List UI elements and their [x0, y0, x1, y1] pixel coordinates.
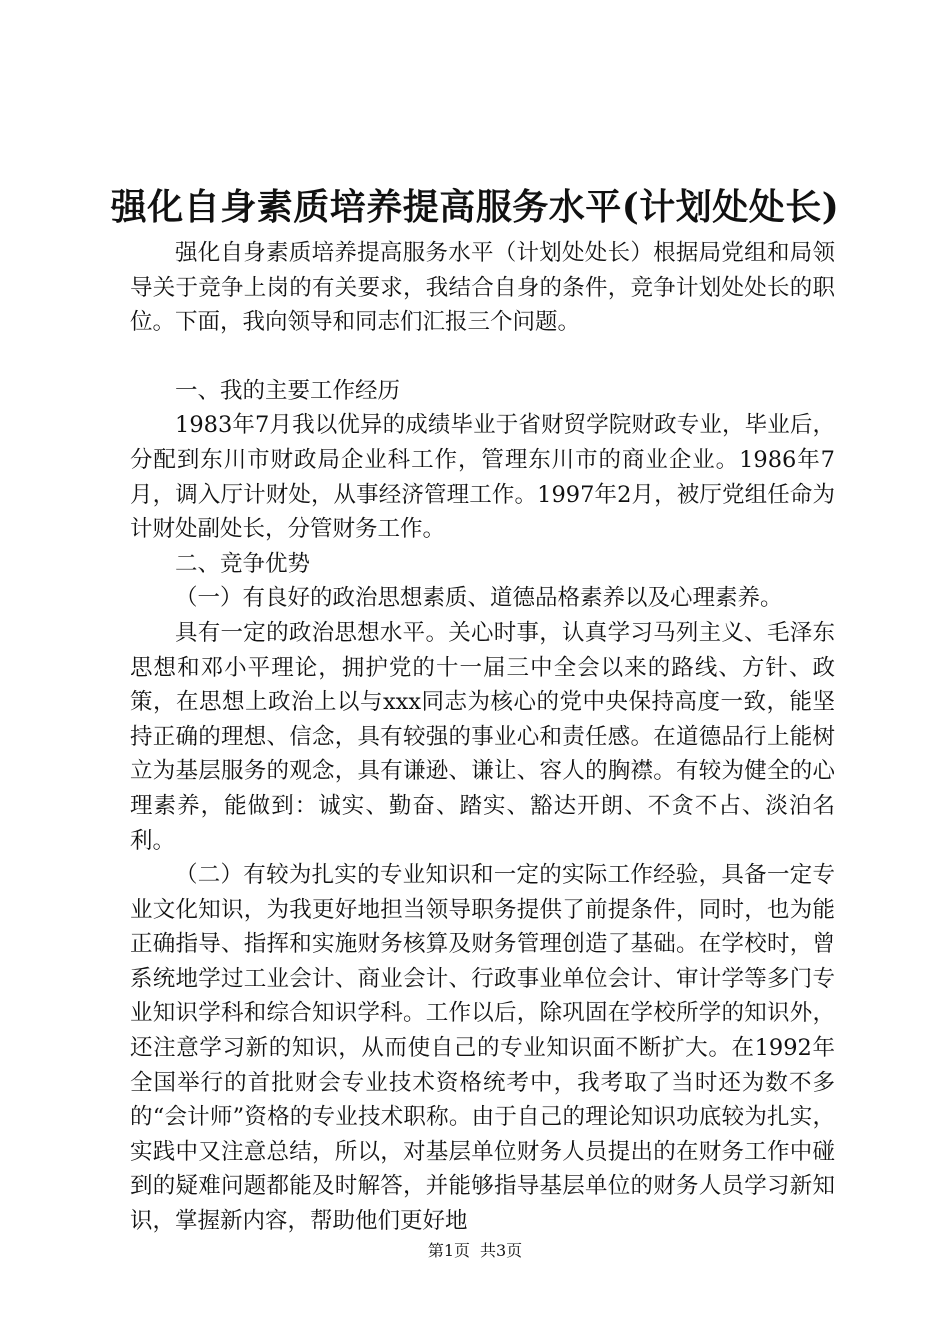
- page-footer: [0, 1239, 950, 1263]
- political-quality-paragraph: 具有一定的政治思想水平。关心时事，认真学习马列主义、毛泽东思想和邓小平理论，拥护党的十一届三中全会以来的路线、方针、政策，在思想上政治上以与xxx同志为核心的党中央保持高度一致，能坚持正确的理想、信念，具有较强的事业心和责任感。在道德品行上能树立为基层服务的观念，具有谦逊、谦让、容人的胸襟。有较为健全的心理素养，能做到：诚实、勤奋、踏实、豁达开朗、不贪不占、淡泊名利。: [130, 619, 835, 854]
- document-body: [130, 236, 835, 1239]
- document-title: 强化自身素质培养提高服务水平(计划处处长): [110, 186, 840, 228]
- section-heading-work-history: 一、我的主要工作经历: [175, 377, 401, 404]
- section-heading-advantages: 二、竞争优势: [175, 550, 311, 577]
- subheading-political-quality: （一）有良好的政治思想素质、道德品格素养以及心理素养。: [175, 585, 783, 612]
- page-number: 第1页: [427, 1241, 470, 1260]
- intro-paragraph: 强化自身素质培养提高服务水平（计划处处长）根据局党组和局领导关于竞争上岗的有关要求，我结合自身的条件，竞争计划处处长的职位。下面，我向领导和同志们汇报三个问题。: [130, 240, 835, 336]
- work-history-paragraph: 1983年7月我以优异的成绩毕业于省财贸学院财政专业，毕业后，分配到东川市财政局企业科工作，管理东川市的商业企业。1986年7月，调入厅计财处，从事经济管理工作。1997年2月，被厅党组任命为计财处副处长，分管财务工作。: [130, 412, 835, 543]
- professional-knowledge-paragraph: （二）有较为扎实的专业知识和一定的实际工作经验，具备一定专业文化知识，为我更好地担当领导职务提供了前提条件，同时，也为能正确指导、指挥和实施财务核算及财务管理创造了基础。在学校时，曾系统地学过工业会计、商业会计、行政事业单位会计、审计学等多门专业知识学科和综合知识学科。工作以后，除巩固在学校所学的知识外，还注意学习新的知识，从而使自己的专业知识面不断扩大。在1992年全国举行的首批财会专业技术资格统考中，我考取了当时还为数不多的“会计师”资格的专业技术职称。由于自己的理论知识功底较为扎实，实践中又注意总结，所以，对基层单位财务人员提出的在财务工作中碰到的疑难问题都能及时解答，并能够指导基层单位的财务人员学习新知识，掌握新内容，帮助他们更好地: [130, 862, 835, 1235]
- page-total: 共3页: [480, 1241, 523, 1260]
